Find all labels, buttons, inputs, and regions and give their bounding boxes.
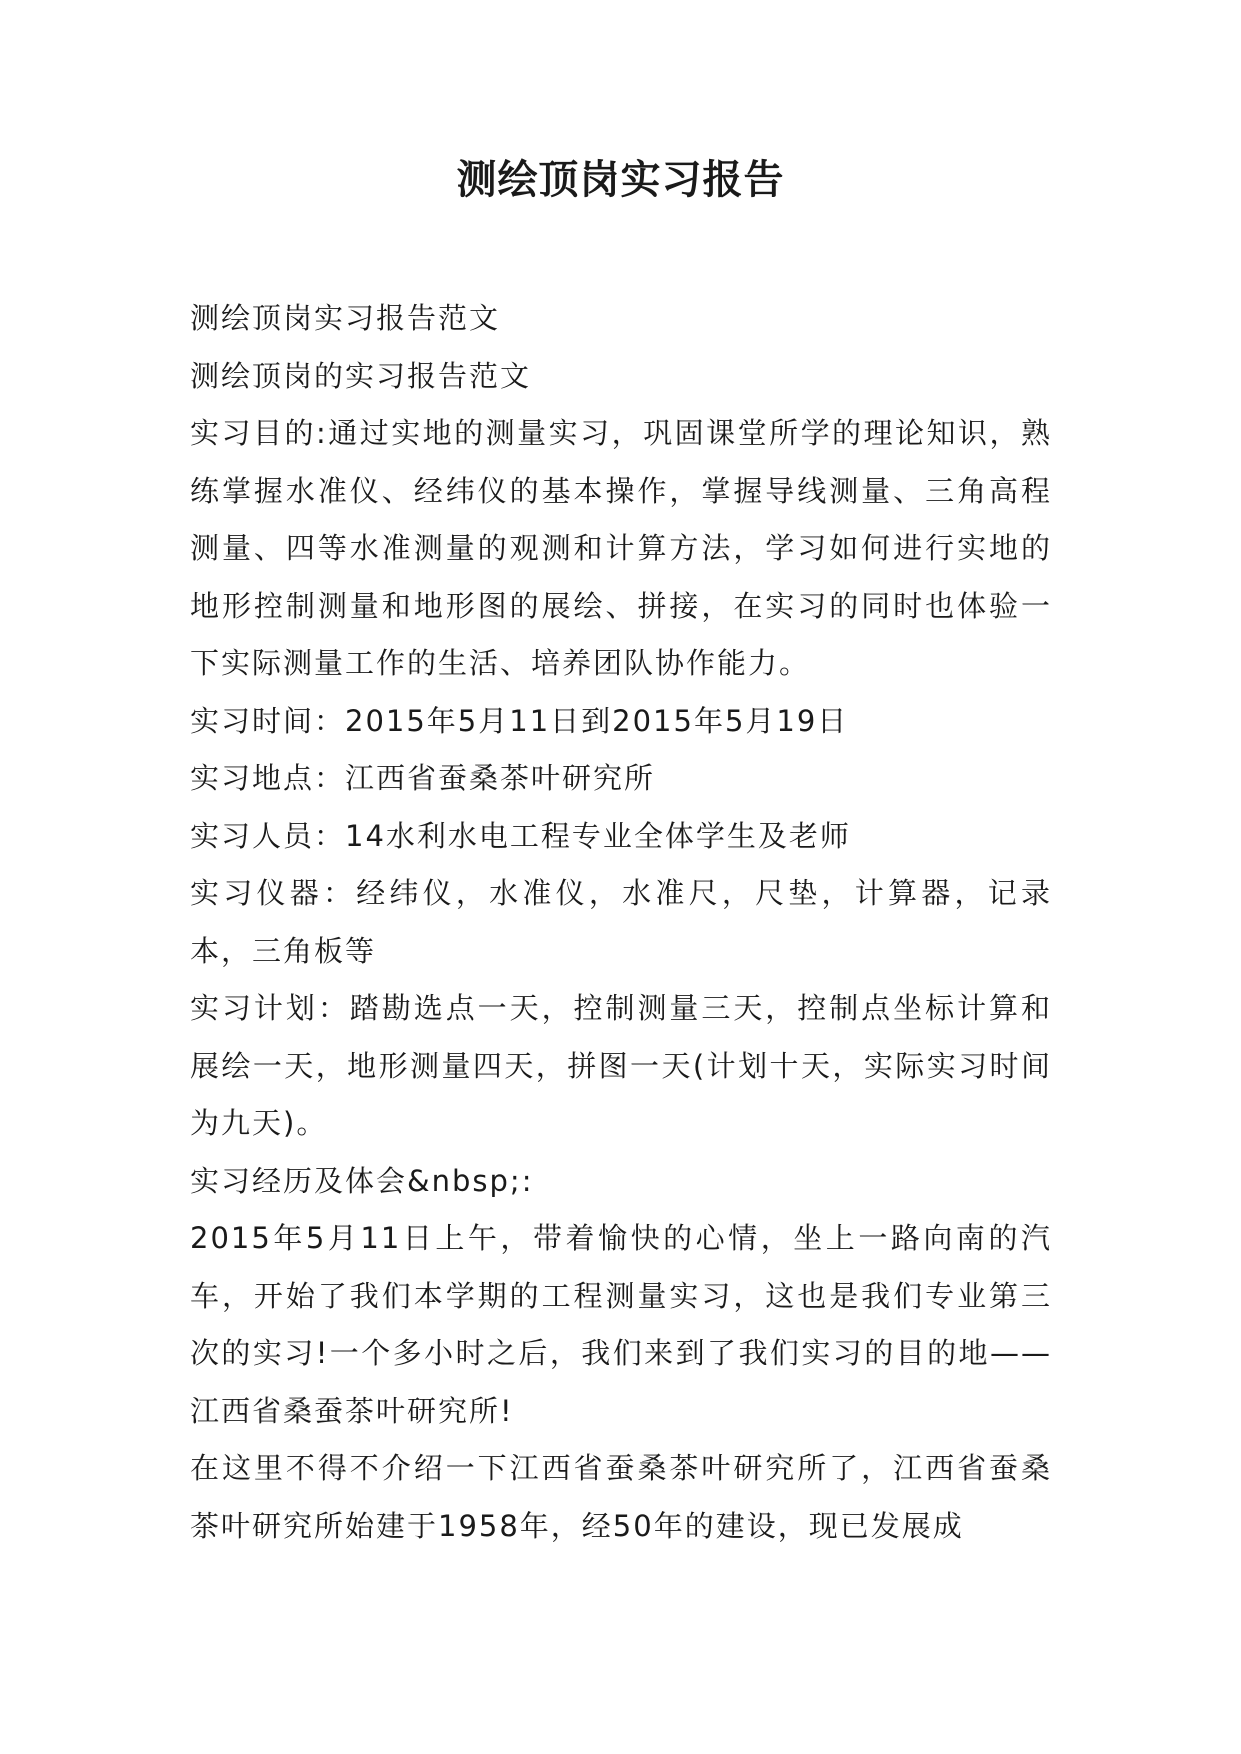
paragraph-time: 实习时间：2015年5月11日到2015年5月19日	[190, 703, 849, 738]
paragraph-experience-heading: 实习经历及体会&nbsp;:	[190, 1163, 534, 1198]
paragraph-plan: 实习计划：踏勘选点一天，控制测量三天，控制点坐标计算和展绘一天，地形测量四天，拼图一天(计划十天，实际实习时间为九天)。	[190, 991, 1052, 1140]
paragraph-instruments: 实习仪器：经纬仪，水准仪，水准尺，尺垫，计算器，记录本，三角板等	[190, 876, 1052, 968]
document-title: 测绘顶岗实习报告	[456, 156, 785, 203]
paragraph-experience-2: 在这里不得不介绍一下江西省蚕桑茶叶研究所了，江西省蚕桑茶叶研究所始建于1958年，经50年的建设，现已发展成	[190, 1451, 1052, 1543]
paragraph-subtitle-2: 测绘顶岗的实习报告范文	[190, 358, 532, 393]
paragraph-personnel: 实习人员：14水利水电工程专业全体学生及老师	[190, 818, 851, 853]
paragraph-experience-1: 2015年5月11日上午，带着愉快的心情，坐上一路向南的汽车，开始了我们本学期的工程测量实习，这也是我们专业第三次的实习!一个多小时之后，我们来到了我们实习的目的地——江西省桑蚕茶叶研究所!	[190, 1221, 1052, 1428]
paragraph-purpose: 实习目的:通过实地的测量实习，巩固课堂所学的理论知识，熟练掌握水准仪、经纬仪的基本操作，掌握导线测量、三角高程测量、四等水准测量的观测和计算方法，学习如何进行实地的地形控制测量和地形图的展绘、拼接，在实习的同时也体验一下实际测量工作的生活、培养团队协作能力。	[190, 416, 1052, 680]
paragraph-subtitle-1: 测绘顶岗实习报告范文	[190, 301, 501, 335]
paragraph-location: 实习地点：江西省蚕桑茶叶研究所	[190, 761, 656, 795]
document-body	[190, 290, 1052, 1555]
